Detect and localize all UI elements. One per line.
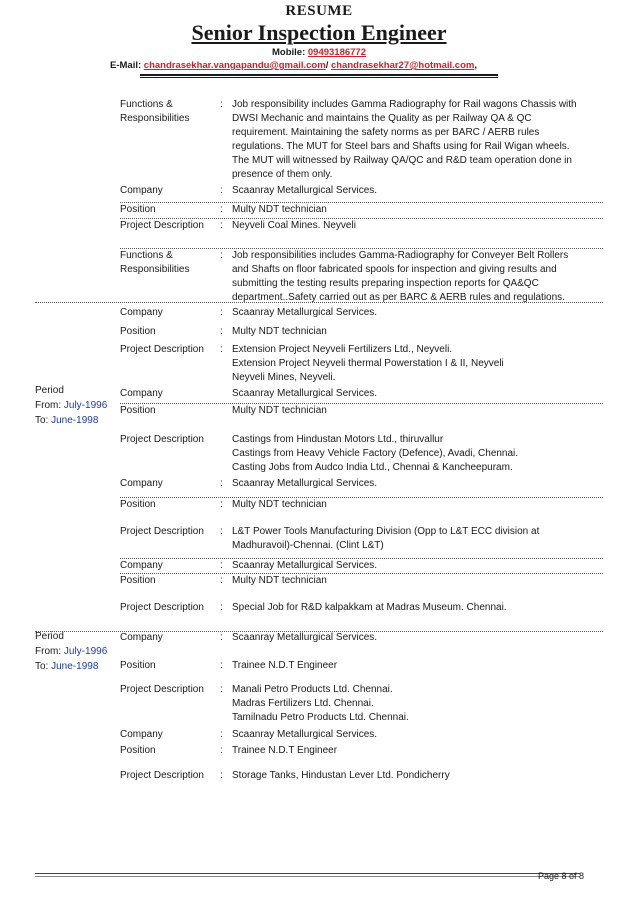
entry-label: Position [120, 405, 156, 416]
entry-value-line: Scaanray Metallurgical Services. [232, 729, 378, 740]
job-title: Senior Inspection Engineer [191, 20, 447, 45]
entry-value [232, 219, 603, 233]
entry-row [120, 573, 603, 586]
entry-value-line: Storage Tanks, Hindustan Lever Ltd. Pondicherry [232, 770, 450, 781]
period-label: Period [35, 385, 64, 396]
from-label: From: [35, 400, 62, 411]
entry-row [120, 558, 603, 571]
entry-label: Position [120, 660, 156, 671]
entry-colon: : [220, 185, 223, 196]
entry-colon: : [220, 344, 223, 355]
entry-label: Position [120, 204, 156, 215]
entry-label: Functions & Responsibilities [120, 99, 190, 124]
entry-value-line: Madhuravoil)-Chennai. (Clint L&T) [232, 540, 384, 551]
entry-label: Position [120, 745, 156, 756]
from-label: From: [35, 646, 62, 657]
entry-value [232, 203, 603, 217]
entry-value-line: Scaanray Metallurgical Services. [232, 478, 378, 489]
entry-value-line: DWSI Mechanic and maintains the Quality as per Railway QA & QC [232, 113, 532, 124]
email-end: , [474, 60, 477, 71]
entry-label: Project Description [120, 344, 204, 355]
entry-row [120, 202, 603, 215]
entry-row [120, 248, 603, 303]
section-period-1 [35, 302, 603, 632]
entry-value-line: requirement. Maintaining the safety norms as per BARC / AERB rules [232, 127, 540, 138]
mobile-label: Mobile: [271, 47, 306, 58]
entry-row [120, 497, 603, 510]
entry-value-line: Scaanray Metallurgical Services. [232, 560, 378, 571]
entry-value-line: Neyveli Mines, Neyveli. [232, 372, 336, 383]
entry-value [232, 728, 603, 742]
entry-value-line: Extension Project Neyveli Fertilizers Ltd., Neyveli. [232, 344, 453, 355]
entry-value-line: Madras Fertilizers Ltd. Chennai. [232, 698, 374, 709]
entry-label: Company [120, 307, 163, 318]
entry-value-line: Castings from Heavy Vehicle Factory (Defence), Avadi, Chennai. [232, 448, 519, 459]
entry-value-line: Trainee N.D.T Engineer [232, 745, 338, 756]
email-link-gmail[interactable]: chandrasekhar.vangapandu@gmail.com [143, 60, 326, 71]
entry-label: Position [120, 499, 156, 510]
entry-colon: : [220, 660, 223, 671]
header-rule [140, 74, 498, 76]
entry-label: Functions & Responsibilities [120, 250, 190, 275]
entry-value-line: Scaanray Metallurgical Services. [232, 185, 378, 196]
entry-value-line: Multy NDT technician [232, 499, 327, 510]
entry-value-line: Job responsibilities includes Gamma-Radiography for Conveyer Belt Rollers [232, 250, 569, 261]
entry-value-line: Multy NDT technician [232, 204, 327, 215]
entry-colon: : [220, 575, 223, 586]
email-line [110, 60, 477, 71]
page-number: Page 8 of 8 [538, 871, 585, 881]
entry-value-line: Special Job for R&D kalpakkam at Madras Museum. Chennai. [232, 602, 507, 613]
entry-value [232, 433, 603, 475]
to-label: To: [35, 661, 49, 672]
entry-colon: : [220, 99, 223, 110]
entry-label: Company [120, 478, 163, 489]
mobile-line [0, 47, 638, 58]
entry-value [232, 631, 603, 645]
entry-label: Company [120, 729, 163, 740]
entry-value-line: Multy NDT technician [232, 405, 327, 416]
entry-value-line: Trainee N.D.T Engineer [232, 660, 338, 671]
entry-row [120, 403, 603, 416]
entry-label: Position [120, 326, 156, 337]
from-date: July-1996 [63, 646, 108, 657]
entry-value [232, 325, 603, 339]
entry-colon: : [220, 499, 223, 510]
entry-label: Project Description [120, 684, 204, 695]
entry-value-line: Multy NDT technician [232, 575, 327, 586]
section-top [35, 98, 603, 302]
entry-value [232, 387, 603, 401]
entry-value-line: department..Safety carried out as per BARC & AERB rules and regulations. [232, 292, 565, 303]
period-block [35, 629, 120, 674]
to-label: To: [35, 415, 49, 426]
entry-colon: : [220, 526, 223, 537]
entry-colon: : [220, 307, 223, 318]
email-separator: / [325, 60, 329, 71]
entry-colon: : [220, 478, 223, 489]
mobile-number[interactable]: 09493186772 [307, 47, 366, 58]
to-date: June-1998 [51, 661, 99, 672]
entry-value-line: Neyveli Coal Mines. Neyveli [232, 220, 356, 231]
entry-colon: : [220, 250, 223, 261]
entry-colon: : [220, 204, 223, 215]
entry-value-line: Casting Jobs from Audco India Ltd., Chennai & Kancheepuram. [232, 462, 513, 473]
entry-label: Company [120, 632, 163, 643]
entry-value [232, 601, 603, 615]
entry-label: Position [120, 575, 156, 586]
entry-label: Company [120, 185, 163, 196]
entry-value [232, 98, 603, 182]
email-link-hotmail[interactable]: chandrasekhar27@hotmail.com [330, 60, 475, 71]
entry-value [232, 184, 603, 198]
email-label: E-Mail: [110, 60, 142, 71]
entry-value [232, 683, 603, 725]
entry-colon: : [220, 326, 223, 337]
entry-row [120, 218, 603, 231]
entry-value-line: Manali Petro Products Ltd. Chennai. [232, 684, 393, 695]
entry-value-line: Scaanray Metallurgical Services. [232, 632, 378, 643]
entry-colon: : [220, 632, 223, 643]
entry-value [232, 744, 603, 758]
header-rule-thin [140, 77, 498, 78]
entry-value-line: Scaanray Metallurgical Services. [232, 307, 378, 318]
from-date: July-1996 [63, 400, 108, 411]
entry-value-line: and Shafts on floor fabricated spools for inspection and giving results and [232, 264, 557, 275]
entry-value [232, 559, 603, 573]
entry-colon: : [220, 684, 223, 695]
entry-label: Project Description [120, 220, 204, 231]
entry-value [232, 659, 603, 673]
section-period-2 [35, 631, 603, 802]
entry-label: Project Description [120, 526, 204, 537]
entry-colon: : [220, 602, 223, 613]
entry-value [232, 477, 603, 491]
entry-value-line: Tamilnadu Petro Products Ltd. Chennai. [232, 712, 409, 723]
entry-label: Project Description [120, 770, 204, 781]
entry-colon: : [220, 745, 223, 756]
footer-rule [35, 873, 580, 874]
entry-value [232, 306, 603, 320]
resume-heading: RESUME [285, 3, 353, 19]
entry-colon: : [220, 220, 223, 231]
entry-label: Project Description [120, 434, 204, 445]
entry-value-line: Castings from Hindustan Motors Ltd., thiruvallur [232, 434, 444, 445]
entry-value-line: Multy NDT technician [232, 326, 327, 337]
to-date: June-1998 [51, 415, 99, 426]
entry-value [232, 574, 603, 588]
entry-value [232, 769, 603, 783]
entry-value-line: Scaanray Metallurgical Services. [232, 388, 378, 399]
entry-value-line: Extension Project Neyveli thermal Powerstation I & II, Neyveli [232, 358, 504, 369]
entry-value-line: The MUT will witnessed by Railway QA/QC and R&D team operation done in [232, 155, 572, 166]
entry-label: Company [120, 560, 163, 571]
entry-value [232, 249, 603, 305]
entry-colon: : [220, 770, 223, 781]
entry-value-line: submitting the testing results preparing inspection reports for QA&QC [232, 278, 539, 289]
entry-label: Project Description [120, 602, 204, 613]
period-block [35, 383, 120, 428]
entry-colon: : [220, 729, 223, 740]
entry-value [232, 525, 603, 553]
period-label: Period [35, 631, 64, 642]
entry-value-line: Job responsibility includes Gamma Radiography for Rail wagons Chassis with [232, 99, 577, 110]
entry-value-line: L&T Power Tools Manufacturing Division (Opp to L&T ECC division at [232, 526, 540, 537]
entry-value-line: presence of them only. [232, 169, 333, 180]
entry-value [232, 343, 603, 385]
entry-value [232, 404, 603, 418]
footer-rule-thin [35, 876, 580, 877]
entry-value [232, 498, 603, 512]
entry-colon: : [220, 560, 223, 571]
entry-label: Company [120, 388, 163, 399]
entry-value-line: regulations. The MUT for Steel bars and Shafts using for Rail Wigan wheels. [232, 141, 570, 152]
